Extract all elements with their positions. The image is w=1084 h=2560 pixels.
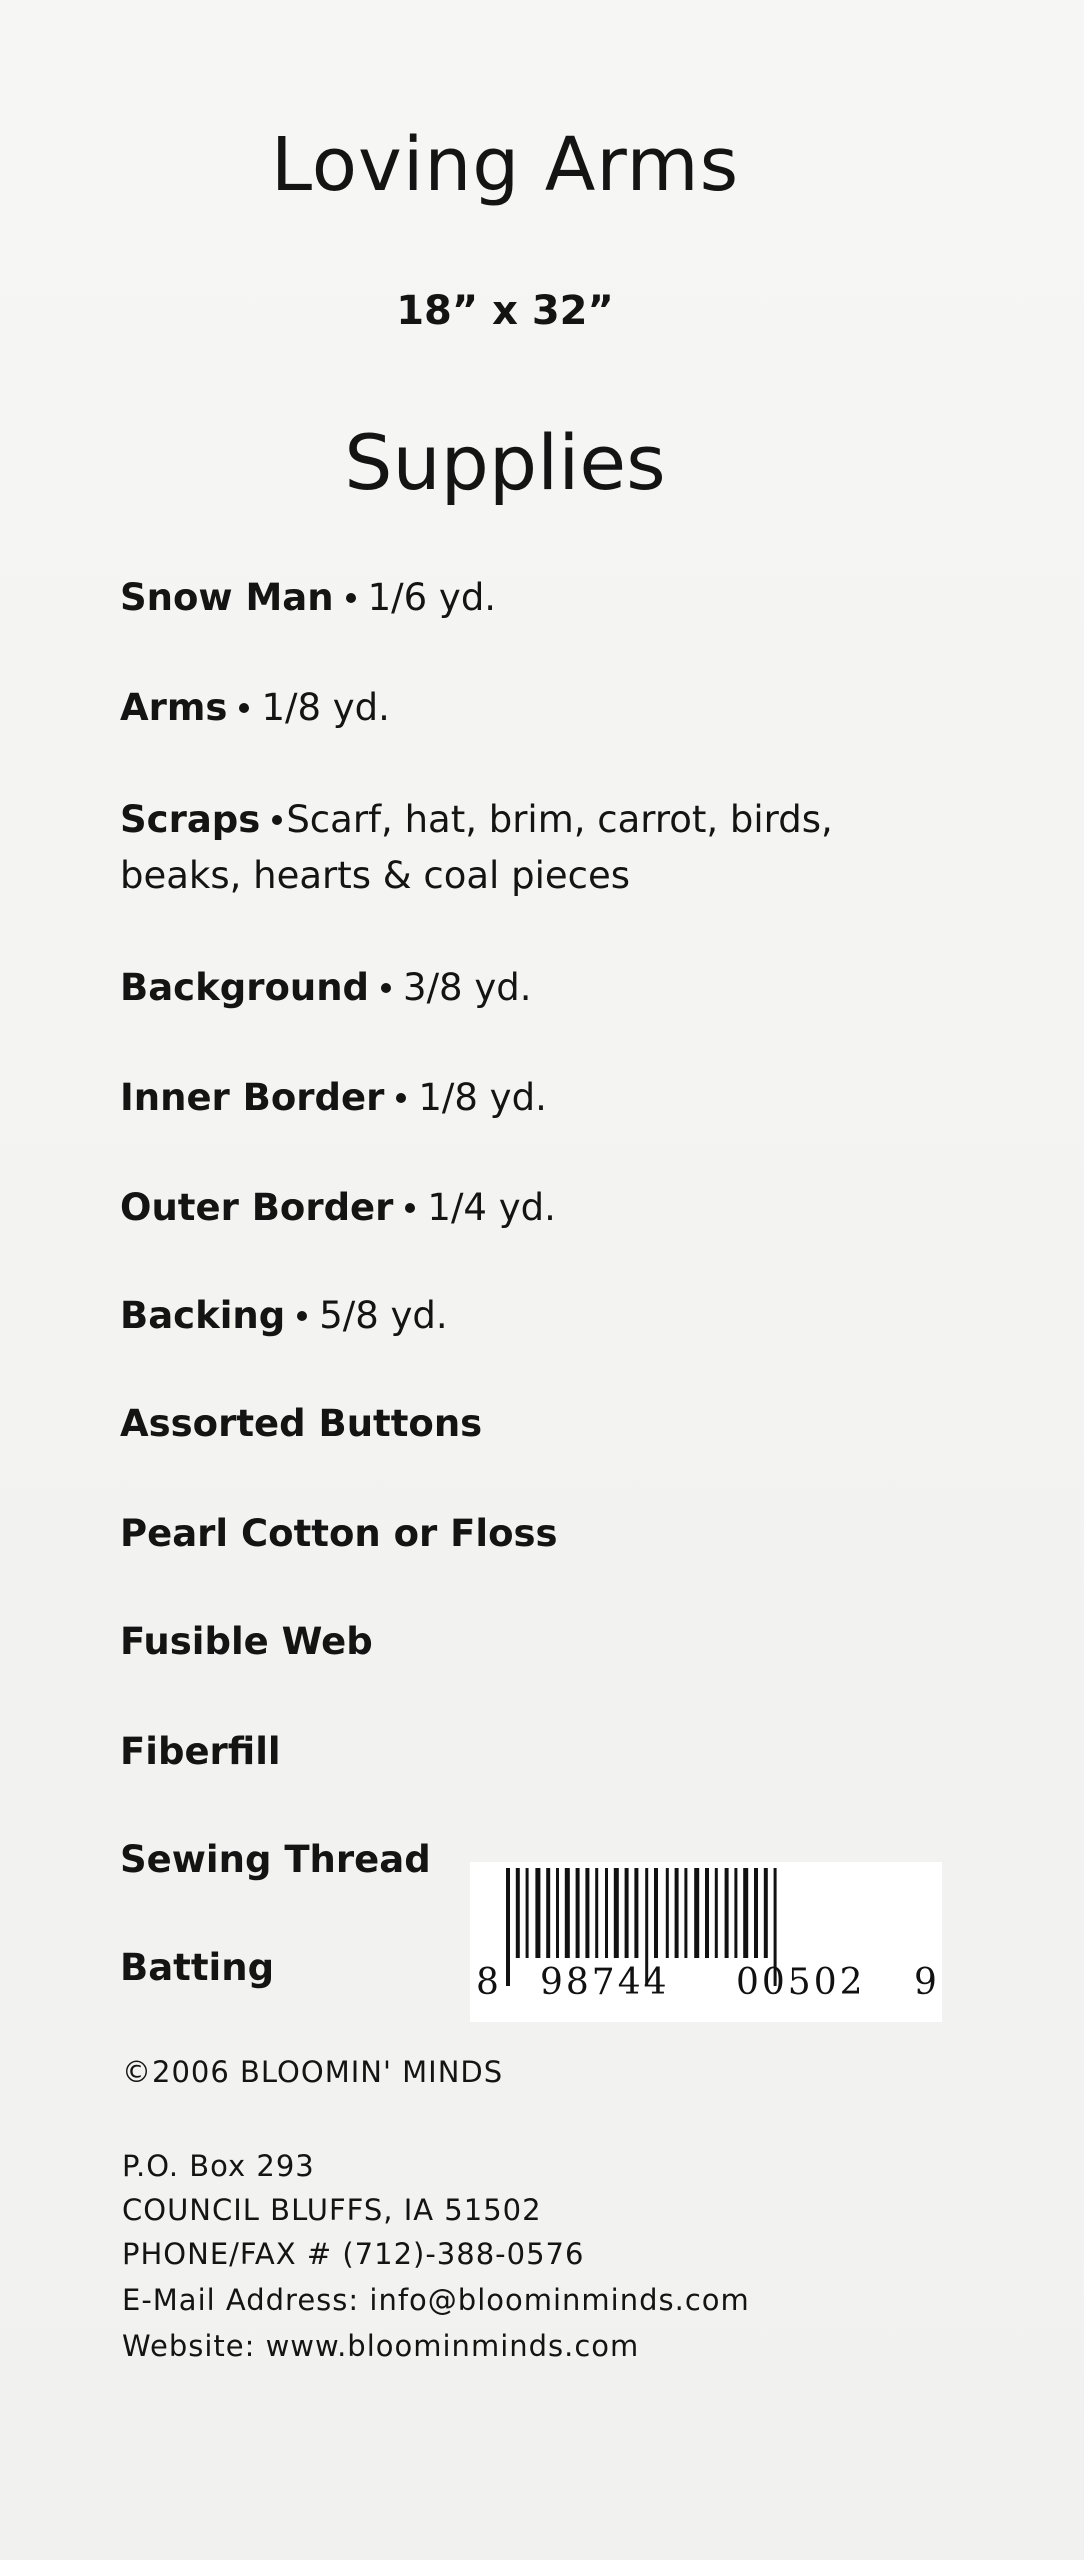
supply-name: Fiberfill bbox=[120, 1730, 281, 1773]
supply-name: Snow Man bbox=[120, 576, 334, 619]
address-line-2: COUNCIL BLUFFS, IA 51502 bbox=[122, 2193, 542, 2227]
barcode-bar bbox=[556, 1868, 559, 1958]
barcode-bar bbox=[605, 1868, 608, 1958]
supply-item-pearl-cotton bbox=[120, 1506, 880, 1562]
supply-amount: 1/6 yd. bbox=[367, 576, 497, 619]
barcode-bar bbox=[734, 1868, 737, 1958]
barcode-left-group: 98744 bbox=[540, 1962, 670, 2003]
barcode-bar bbox=[764, 1868, 768, 1958]
supply-name: Fusible Web bbox=[120, 1620, 373, 1663]
supply-item-arms bbox=[120, 680, 880, 736]
barcode-bar bbox=[725, 1868, 729, 1958]
barcode-bar bbox=[516, 1868, 520, 1958]
supply-name: Background bbox=[120, 966, 370, 1009]
barcode-bar bbox=[705, 1868, 709, 1958]
barcode-bar bbox=[565, 1868, 570, 1958]
bullet-icon bbox=[346, 593, 356, 603]
upc-barcode bbox=[470, 1862, 942, 2022]
supply-item-fiberfill bbox=[120, 1724, 880, 1780]
supply-amount: 1/8 yd. bbox=[261, 686, 390, 729]
supply-name: Batting bbox=[120, 1946, 275, 1989]
supply-item-outer-border bbox=[120, 1180, 880, 1236]
barcode-bar bbox=[634, 1868, 638, 1958]
email-address: E-Mail Address: info@bloominminds.com bbox=[122, 2283, 750, 2317]
barcode-bar bbox=[743, 1868, 748, 1958]
supply-name: Scraps bbox=[120, 798, 261, 841]
pattern-size: 18” x 32” bbox=[396, 288, 614, 334]
barcode-bar bbox=[595, 1868, 598, 1958]
barcode-bar bbox=[506, 1868, 510, 1986]
supply-amount-continued: beaks, hearts & coal pieces bbox=[120, 854, 631, 897]
supply-name: Sewing Thread bbox=[120, 1838, 431, 1881]
bullet-icon bbox=[405, 1203, 415, 1213]
supply-item-scraps bbox=[120, 792, 880, 904]
supply-name: Arms bbox=[120, 686, 228, 729]
barcode-right-group: 00502 bbox=[736, 1962, 866, 2003]
barcode-bar bbox=[576, 1868, 580, 1958]
barcode-first-digit: 8 bbox=[476, 1962, 499, 2003]
bullet-icon bbox=[396, 1093, 406, 1103]
barcode-check-digit: 9 bbox=[914, 1962, 937, 2003]
supply-amount: 1/8 yd. bbox=[418, 1076, 547, 1119]
supply-name: Outer Border bbox=[120, 1186, 394, 1229]
bullet-icon bbox=[297, 1311, 307, 1321]
supply-amount: 1/4 yd. bbox=[427, 1186, 556, 1229]
supply-item-background bbox=[120, 960, 880, 1016]
bullet-icon bbox=[381, 983, 391, 993]
supply-name: Inner Border bbox=[120, 1076, 385, 1119]
barcode-bar bbox=[654, 1868, 658, 1958]
barcode-bar bbox=[546, 1868, 550, 1958]
phone-fax: PHONE/FAX # (712)-388-0576 bbox=[122, 2237, 585, 2271]
bullet-icon bbox=[239, 703, 249, 713]
barcode-bar bbox=[666, 1868, 669, 1958]
supply-name: Pearl Cotton or Floss bbox=[120, 1512, 558, 1555]
supply-item-snow-man bbox=[120, 570, 880, 626]
supply-name: Assorted Buttons bbox=[120, 1402, 483, 1445]
bullet-icon bbox=[272, 815, 282, 825]
supply-item-assorted-buttons bbox=[120, 1396, 880, 1452]
supply-item-backing bbox=[120, 1288, 880, 1344]
website: Website: www.bloominminds.com bbox=[122, 2329, 640, 2363]
barcode-bar bbox=[585, 1868, 589, 1958]
barcode-bar bbox=[694, 1868, 699, 1958]
copyright: ©2006 BLOOMIN' MINDS bbox=[122, 2055, 504, 2089]
barcode-bar bbox=[684, 1868, 687, 1958]
supply-amount: 5/8 yd. bbox=[319, 1294, 448, 1337]
address-line-1: P.O. Box 293 bbox=[122, 2149, 315, 2183]
barcode-bar bbox=[675, 1868, 679, 1958]
supply-amount: Scarf, hat, brim, carrot, birds, bbox=[286, 798, 833, 841]
barcode-bar bbox=[614, 1868, 619, 1958]
barcode-bar bbox=[715, 1868, 718, 1958]
supply-name: Backing bbox=[120, 1294, 286, 1337]
barcode-bar bbox=[754, 1868, 758, 1958]
supply-item-inner-border bbox=[120, 1070, 880, 1126]
supply-amount: 3/8 yd. bbox=[403, 966, 532, 1009]
supply-item-fusible-web bbox=[120, 1614, 880, 1670]
supplies-heading: Supplies bbox=[344, 418, 666, 507]
barcode-bar bbox=[625, 1868, 629, 1958]
barcode-bar bbox=[535, 1868, 540, 1958]
barcode-bar bbox=[526, 1868, 529, 1958]
pattern-title: Loving Arms bbox=[270, 122, 740, 208]
